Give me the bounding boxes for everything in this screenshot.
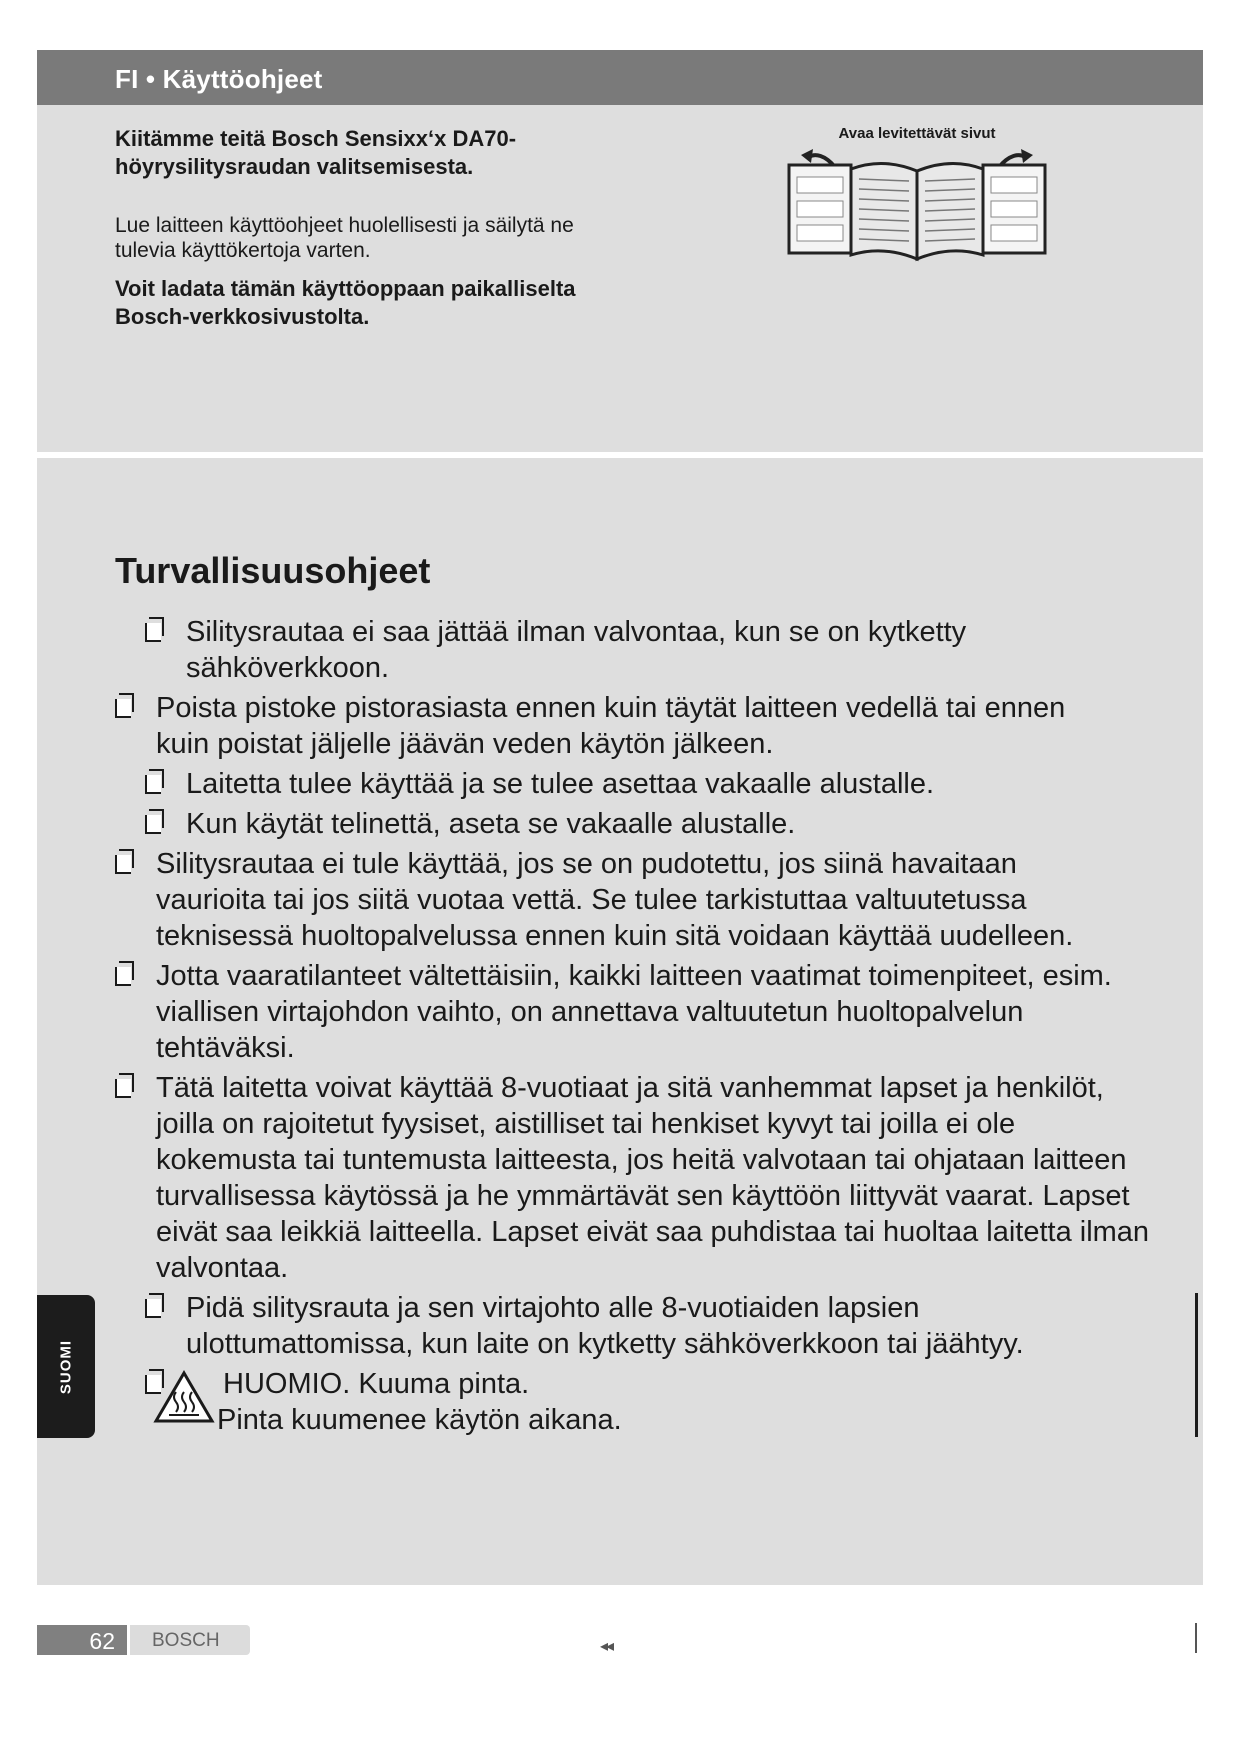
checkbox-bullet-icon	[115, 699, 131, 718]
item-text: Poista pistoke pistorasiasta ennen kuin täytät laitteen vedellä tai ennen kuin poistat jäljelle jäävän veden käytön jälkeen.	[156, 692, 1066, 760]
footer-brand-text: BOSCH	[152, 1630, 220, 1651]
intro-panel	[37, 105, 1203, 452]
list-item	[115, 690, 1125, 762]
checkbox-bullet-icon	[145, 1299, 161, 1318]
list-item	[145, 614, 1085, 686]
checkbox-bullet-icon	[145, 623, 161, 642]
checkbox-bullet-icon	[115, 967, 131, 986]
open-book-icon	[787, 147, 1047, 267]
hot-surface-warning-icon	[153, 1370, 215, 1424]
margin-marker	[1195, 1293, 1198, 1437]
item-text: Tätä laitetta voivat käyttää 8-vuotiaat ja sitä vanhemmat lapset ja henkilöt, joilla on rajoitetut fyysiset, aistilliset tai henkiset kyvyt tai joilla ei ole kokemusta tai tuntemusta laitteesta, jos heitä valvotaan tai ohjataan laitteen turvallisessa käytössä ja he ymmärtävät sen käyttöön liittyvät vaarat. Lapset eivät saa leikkiä laitteella. Lapset eivät saa puhdistaa tai huoltaa laitetta ilman valvontaa.	[156, 1072, 1150, 1284]
language-tab	[37, 1295, 95, 1438]
list-item	[115, 958, 1155, 1066]
item-text: Laitetta tulee käyttää ja se tulee asettaa vakaalle alustalle.	[186, 768, 935, 800]
item-text: Jotta vaaratilanteet vältettäisiin, kaikki laitteen vaatimat toimenpiteet, esim. viallisen virtajohdon vaihto, on annettava valtuutetun huoltopalvelun tehtäväksi.	[156, 960, 1112, 1064]
checkbox-bullet-icon	[145, 815, 161, 834]
section-title: Turvallisuusohjeet	[115, 550, 431, 591]
page-title: FI • Käyttöohjeet	[115, 64, 323, 94]
footer-brand	[130, 1625, 250, 1655]
item-text: Kun käytät telinettä, aseta se vakaalle alustalle.	[186, 808, 796, 840]
checkbox-bullet-icon	[115, 1079, 131, 1098]
list-item	[145, 1290, 1145, 1362]
intro-download-note: Voit ladata tämän käyttöoppaan paikalliselta Bosch-verkkosivustolta.	[115, 276, 576, 329]
footer-divider	[1195, 1623, 1197, 1653]
warning-text: Pinta kuumenee käytön aikana.	[217, 1404, 622, 1436]
unfold-pages-figure	[747, 125, 1087, 285]
warning-title: HUOMIO. Kuuma pinta.	[223, 1368, 530, 1400]
checkbox-bullet-icon	[115, 855, 131, 874]
list-item	[115, 846, 1125, 954]
safety-panel	[37, 458, 1203, 1585]
header-bar	[37, 50, 1203, 105]
checkbox-bullet-icon	[145, 775, 161, 794]
item-text: Pidä silitysrauta ja sen virtajohto alle 8-vuotiaiden lapsien ulottumattomissa, kun laite on kytketty sähköverkkoon tai jäähtyy.	[186, 1292, 1024, 1360]
list-item	[145, 806, 1125, 842]
intro-title: Kiitämme teitä Bosch Sensixx‘x DA70-höyrysilitysraudan valitsemisesta.	[115, 126, 517, 179]
page-number	[37, 1625, 127, 1655]
item-text: Silitysrautaa ei tule käyttää, jos se on pudotettu, jos siinä havaitaan vaurioita tai jos siitä vuotaa vettä. Se tulee tarkistuttaa valtuutetussa teknisessä huoltopalvelussa ennen kuin sitä voidaan käyttää uudelleen.	[156, 848, 1074, 952]
list-item	[115, 1070, 1155, 1286]
intro-text: Lue laitteen käyttöohjeet huolellisesti ja säilytä ne tulevia käyttökertoja varten.	[115, 214, 574, 262]
footer-nav-arrows-icon: ◂◂	[600, 1638, 613, 1655]
item-text: Silitysrautaa ei saa jättää ilman valvontaa, kun se on kytketty sähköverkkoon.	[186, 616, 967, 684]
warning-item	[145, 1366, 1045, 1446]
language-tab-label: SUOMI	[57, 1339, 75, 1394]
list-item	[145, 766, 1125, 802]
page-number-text: 62	[89, 1628, 115, 1654]
unfold-label: Avaa levitettävät sivut	[838, 125, 996, 142]
